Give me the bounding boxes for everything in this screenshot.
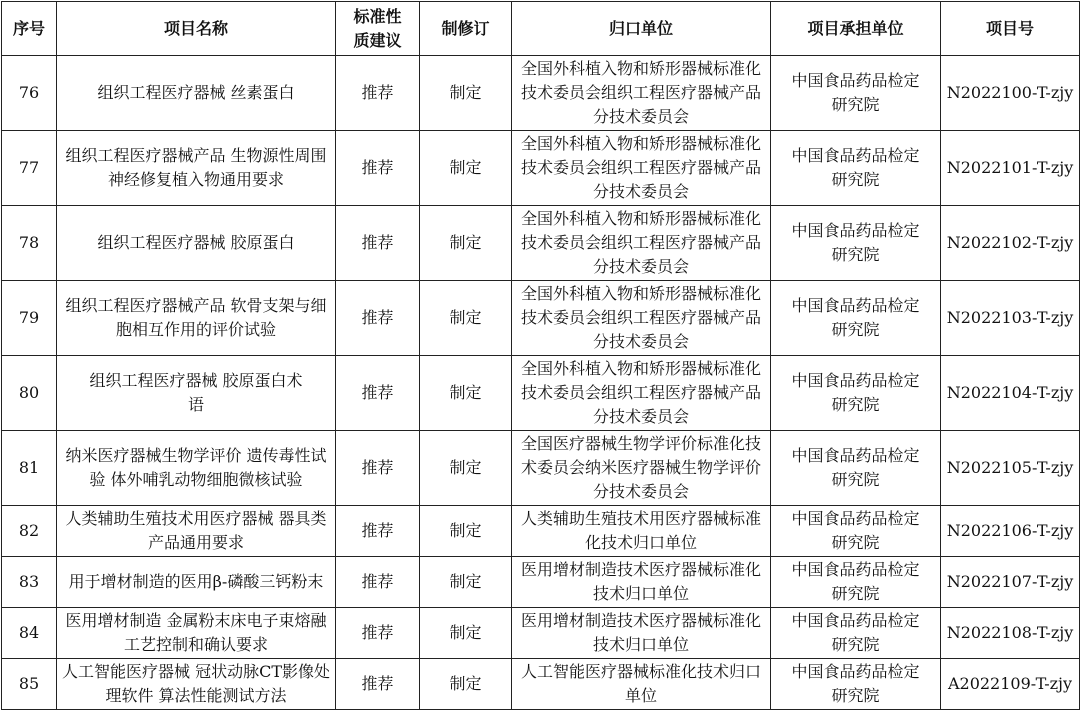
header-seq: 序号 — [2, 2, 57, 56]
cell-dept-text: 人工智能医疗器械标准化技术归口单位 — [520, 662, 761, 705]
header-nature — [336, 2, 420, 56]
cell-undertaker — [771, 131, 941, 206]
cell-nature: 推荐 — [336, 557, 420, 608]
cell-undertaker-text: 中国食品药品检定研究院 — [791, 509, 920, 552]
cell-dept — [512, 506, 771, 557]
table-row — [2, 356, 1080, 431]
cell-seq: 82 — [2, 506, 57, 557]
cell-name-text: 人工智能医疗器械 冠状动脉CT影像处理软件 算法性能测试方法 — [61, 662, 330, 705]
cell-seq: 76 — [2, 56, 57, 131]
cell-seq: 84 — [2, 608, 57, 659]
table-row — [2, 557, 1080, 608]
header-code: 项目号 — [941, 2, 1080, 56]
cell-name — [57, 608, 336, 659]
cell-undertaker-text: 中国食品药品检定研究院 — [791, 146, 920, 189]
cell-name-text: 人类辅助生殖技术用医疗器械 器具类产品通用要求 — [65, 509, 327, 552]
cell-name-text: 医用增材制造 金属粉末床电子束熔融工艺控制和确认要求 — [65, 611, 327, 654]
cell-name — [57, 557, 336, 608]
cell-dept — [512, 206, 771, 281]
cell-dept — [512, 659, 771, 710]
cell-undertaker-text: 中国食品药品检定研究院 — [791, 446, 920, 489]
header-undertaker: 项目承担单位 — [771, 2, 941, 56]
cell-revise: 制定 — [420, 206, 512, 281]
cell-nature: 推荐 — [336, 206, 420, 281]
table-row — [2, 608, 1080, 659]
cell-code: N2022100-T-zjy — [941, 56, 1080, 131]
cell-undertaker — [771, 659, 941, 710]
header-dept: 归口单位 — [512, 2, 771, 56]
cell-revise: 制定 — [420, 56, 512, 131]
cell-dept — [512, 281, 771, 356]
cell-undertaker — [771, 506, 941, 557]
cell-dept — [512, 56, 771, 131]
cell-revise: 制定 — [420, 356, 512, 431]
header-revise: 制修订 — [420, 2, 512, 56]
cell-nature: 推荐 — [336, 56, 420, 131]
cell-undertaker — [771, 431, 941, 506]
cell-revise: 制定 — [420, 659, 512, 710]
cell-dept-text: 全国外科植入物和矫形器械标准化技术委员会组织工程医疗器械产品分技术委员会 — [520, 59, 761, 126]
cell-revise: 制定 — [420, 557, 512, 608]
cell-name-text: 用于增材制造的医用β-磷酸三钙粉末 — [68, 572, 324, 591]
cell-nature: 推荐 — [336, 356, 420, 431]
cell-dept-text: 全国外科植入物和矫形器械标准化技术委员会组织工程医疗器械产品分技术委员会 — [520, 284, 761, 351]
cell-dept — [512, 608, 771, 659]
table-row — [2, 281, 1080, 356]
table-row — [2, 506, 1080, 557]
cell-undertaker — [771, 557, 941, 608]
table-row — [2, 659, 1080, 710]
cell-nature: 推荐 — [336, 431, 420, 506]
cell-name — [57, 56, 336, 131]
cell-dept-text: 人类辅助生殖技术用医疗器械标准化技术归口单位 — [520, 509, 761, 552]
cell-code: A2022109-T-zjy — [941, 659, 1080, 710]
cell-name-text: 组织工程医疗器械 丝素蛋白 — [97, 83, 295, 102]
cell-nature: 推荐 — [336, 131, 420, 206]
cell-seq: 78 — [2, 206, 57, 281]
cell-code: N2022102-T-zjy — [941, 206, 1080, 281]
cell-seq: 83 — [2, 557, 57, 608]
cell-nature: 推荐 — [336, 506, 420, 557]
cell-code: N2022101-T-zjy — [941, 131, 1080, 206]
cell-name-text: 组织工程医疗器械产品 生物源性周围神经修复植入物通用要求 — [65, 146, 327, 189]
cell-dept — [512, 557, 771, 608]
cell-name-text: 组织工程医疗器械 胶原蛋白 — [97, 233, 295, 252]
cell-code: N2022103-T-zjy — [941, 281, 1080, 356]
cell-undertaker — [771, 281, 941, 356]
header-nature-label: 标准性质建议 — [353, 6, 402, 50]
cell-nature: 推荐 — [336, 608, 420, 659]
table-row — [2, 206, 1080, 281]
cell-name — [57, 131, 336, 206]
cell-name-text: 纳米医疗器械生物学评价 遗传毒性试验 体外哺乳动物细胞微核试验 — [65, 446, 327, 489]
cell-revise: 制定 — [420, 608, 512, 659]
cell-dept-text: 全国外科植入物和矫形器械标准化技术委员会组织工程医疗器械产品分技术委员会 — [520, 359, 761, 426]
cell-dept-text: 医用增材制造技术医疗器械标准化技术归口单位 — [520, 560, 761, 603]
table-row — [2, 431, 1080, 506]
cell-name — [57, 206, 336, 281]
cell-revise: 制定 — [420, 506, 512, 557]
cell-dept — [512, 131, 771, 206]
cell-name — [57, 506, 336, 557]
cell-code: N2022106-T-zjy — [941, 506, 1080, 557]
cell-seq: 85 — [2, 659, 57, 710]
standards-table — [1, 1, 1080, 710]
cell-revise: 制定 — [420, 281, 512, 356]
cell-code: N2022108-T-zjy — [941, 608, 1080, 659]
cell-undertaker-text: 中国食品药品检定研究院 — [791, 296, 920, 339]
table-header-row — [2, 2, 1080, 56]
cell-code: N2022107-T-zjy — [941, 557, 1080, 608]
header-name: 项目名称 — [57, 2, 336, 56]
cell-name — [57, 356, 336, 431]
cell-dept — [512, 356, 771, 431]
cell-seq: 79 — [2, 281, 57, 356]
cell-undertaker-text: 中国食品药品检定研究院 — [791, 560, 920, 603]
cell-seq: 80 — [2, 356, 57, 431]
cell-undertaker — [771, 56, 941, 131]
cell-dept-text: 全国医疗器械生物学评价标准化技术委员会纳米医疗器械生物学评价分技术委员会 — [520, 434, 761, 501]
cell-dept — [512, 431, 771, 506]
cell-code: N2022104-T-zjy — [941, 356, 1080, 431]
cell-name-text: 组织工程医疗器械产品 软骨支架与细胞相互作用的评价试验 — [65, 296, 327, 339]
cell-dept-text: 医用增材制造技术医疗器械标准化技术归口单位 — [520, 611, 761, 654]
table-row — [2, 131, 1080, 206]
cell-undertaker-text: 中国食品药品检定研究院 — [791, 71, 920, 114]
cell-seq: 77 — [2, 131, 57, 206]
cell-undertaker-text: 中国食品药品检定研究院 — [791, 221, 920, 264]
cell-name — [57, 659, 336, 710]
cell-undertaker-text: 中国食品药品检定研究院 — [791, 371, 920, 414]
cell-name-text: 组织工程医疗器械 胶原蛋白术语 — [89, 371, 303, 414]
cell-name — [57, 431, 336, 506]
cell-undertaker — [771, 608, 941, 659]
cell-nature: 推荐 — [336, 281, 420, 356]
cell-revise: 制定 — [420, 431, 512, 506]
table-row — [2, 56, 1080, 131]
cell-code: N2022105-T-zjy — [941, 431, 1080, 506]
cell-revise: 制定 — [420, 131, 512, 206]
cell-undertaker-text: 中国食品药品检定研究院 — [791, 662, 920, 705]
cell-undertaker — [771, 206, 941, 281]
cell-seq: 81 — [2, 431, 57, 506]
cell-nature: 推荐 — [336, 659, 420, 710]
cell-undertaker — [771, 356, 941, 431]
cell-undertaker-text: 中国食品药品检定研究院 — [791, 611, 920, 654]
cell-dept-text: 全国外科植入物和矫形器械标准化技术委员会组织工程医疗器械产品分技术委员会 — [520, 134, 761, 201]
cell-dept-text: 全国外科植入物和矫形器械标准化技术委员会组织工程医疗器械产品分技术委员会 — [520, 209, 761, 276]
cell-name — [57, 281, 336, 356]
